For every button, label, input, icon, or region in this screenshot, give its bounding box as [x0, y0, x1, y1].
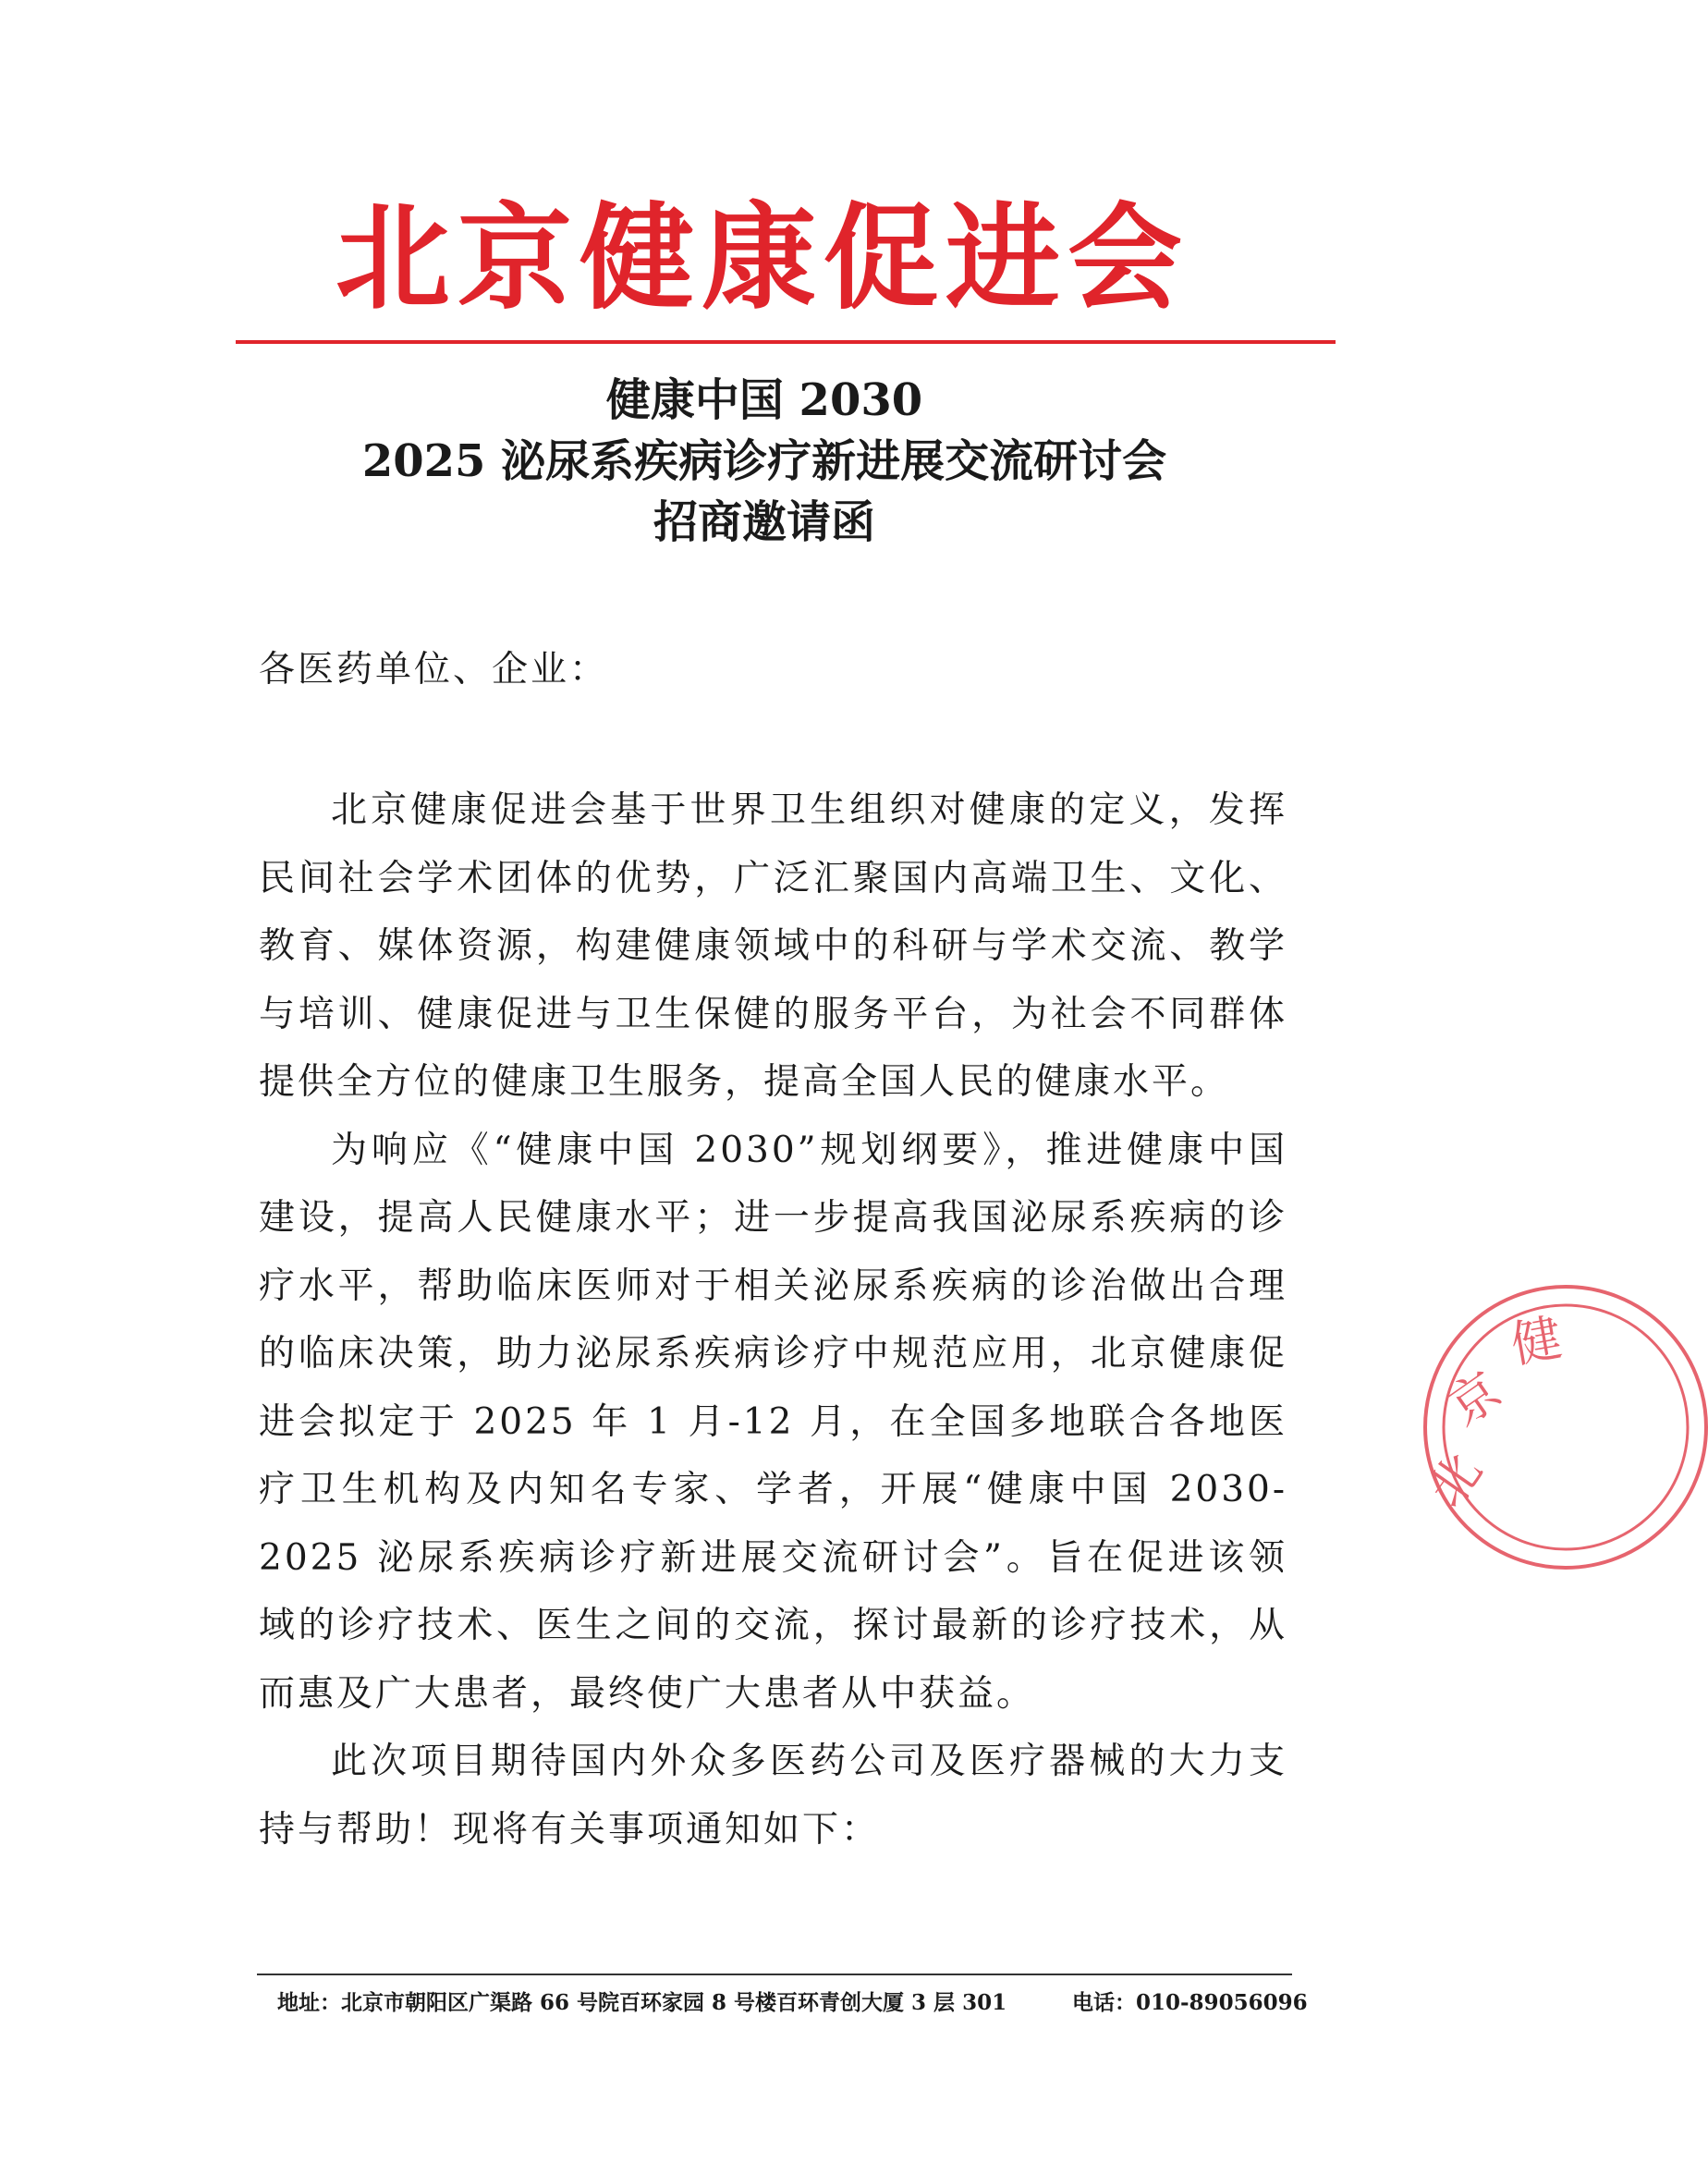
salutation: 各医药单位、企业：	[259, 649, 609, 690]
title-line-1: 健康中国 2030	[605, 374, 923, 426]
body-paragraph: 北京健康促进会基于世界卫生组织对健康的定义，发挥民间社会学术团体的优势，广泛汇聚国内高端卫生、文化、教育、媒体资源，构建健康领域中的科研与学术交流、教学与培训、健康促进与卫生保健的服务平台，为社会不同群体提供全方位的健康卫生服务，提高全国人民的健康水平。	[259, 789, 1287, 1103]
svg-text:健: 健	[1507, 1308, 1567, 1375]
org-name-letterhead: 北京健康促进会	[335, 192, 1190, 325]
footer-phone: 电话：010-89056096	[1072, 1990, 1308, 2015]
footer-address: 地址：北京市朝阳区广渠路 66 号院百环家园 8 号楼百环青创大厦 3 层 301	[277, 1990, 1007, 2015]
body-paragraph: 此次项目期待国内外众多医药公司及医疗器械的大力支持与帮助！现将有关事项通知如下：	[259, 1741, 1287, 1851]
svg-text:京: 京	[1437, 1361, 1512, 1437]
footer	[277, 1985, 1308, 2022]
title-line-3: 招商邀请函	[653, 496, 875, 548]
official-seal-stamp	[1417, 1285, 1708, 1570]
title-line-2: 2025 泌尿系疾病诊疗新进展交流研讨会	[361, 435, 1167, 487]
footer-divider	[257, 1974, 1292, 1975]
letterhead-divider	[236, 340, 1336, 344]
letter-body	[259, 776, 1287, 1864]
svg-text:北: 北	[1417, 1443, 1494, 1518]
document-titles	[185, 370, 1344, 553]
body-paragraph: 为响应《“健康中国 2030”规划纲要》，推进健康中国建设，提高人民健康水平；进一步提高我国泌尿系疾病的诊疗水平，帮助临床医师对于相关泌尿系疾病的诊治做出合理的临床决策，助力泌尿系疾病诊疗中规范应用，北京健康促进会拟定于 2025 年 1 月-12 月，在全国多地联合各地医疗卫生机构及内知名专家、学者，开展“健康中国 2030-2025 泌尿系疾病诊疗新进展交流研讨会”。旨在促进该领域的诊疗技术、医生之间的交流，探讨最新的诊疗技术，从而惠及广大患者，最终使广大患者从中获益。	[259, 1129, 1287, 1715]
